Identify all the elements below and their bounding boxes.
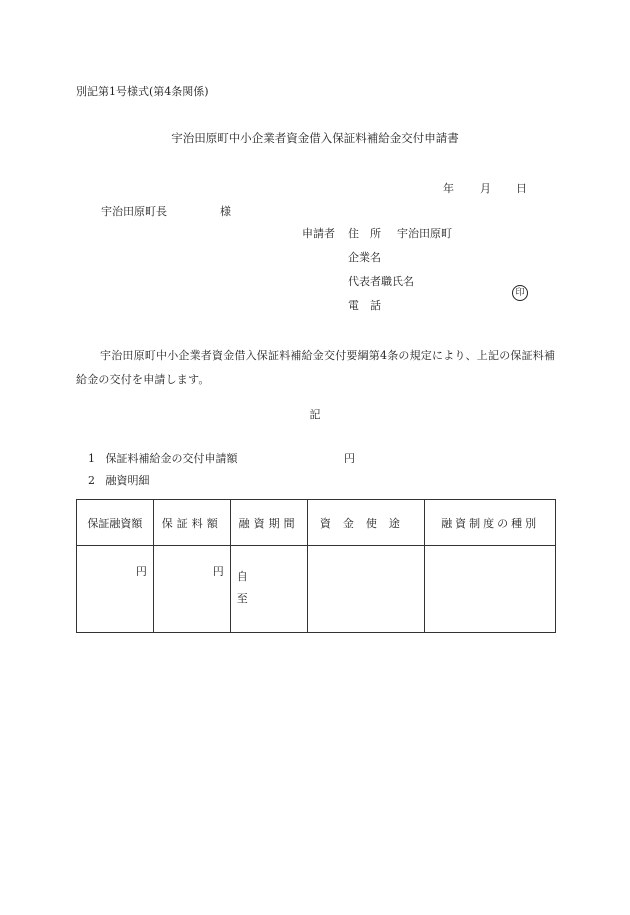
loan-period-cell xyxy=(230,546,307,633)
document-title: 宇治田原町中小企業者資金借入保証料補給金交付申請書 xyxy=(171,131,459,145)
item-1-number: 1 xyxy=(88,452,95,465)
item-1-unit: 円 xyxy=(344,452,355,465)
form-label: 別記第1号様式(第4条関係) xyxy=(76,85,209,98)
loan-details-table xyxy=(76,499,556,633)
date-year-label: 年 xyxy=(443,182,454,195)
item-1-line xyxy=(88,453,238,464)
seal-mark: 印 xyxy=(512,285,528,301)
item-1-label: 保証料補給金の交付申請額 xyxy=(105,452,238,465)
fund-purpose-cell xyxy=(307,546,425,633)
period-to-label: 至 xyxy=(236,592,248,605)
loan-system-type-cell xyxy=(425,546,556,633)
guarantee-fee-cell: 円 xyxy=(153,546,230,633)
application-statement: 宇治田原町中小企業者資金借入保証料補給金交付要綱第4条の規定により、上記の保証料補給金の交付を申請します。 xyxy=(76,349,556,386)
header-loan-amount: 保証融資額 xyxy=(77,500,154,546)
loan-amount-cell: 円 xyxy=(77,546,154,633)
address-value: 宇治田原町 xyxy=(397,227,452,240)
date-month-label: 月 xyxy=(480,182,491,195)
representative-label: 代表者職氏名 xyxy=(348,275,414,288)
table-header-row xyxy=(77,500,556,546)
item-2-line xyxy=(88,475,150,486)
phone-label: 電 話 xyxy=(348,299,381,312)
header-loan-period: 融資期間 xyxy=(230,500,307,546)
addressee-name: 宇治田原町長 xyxy=(101,205,167,218)
addressee-honorific: 様 xyxy=(220,205,231,218)
applicant-role-label: 申請者 xyxy=(302,227,335,240)
company-name-label: 企業名 xyxy=(348,251,381,264)
ki-heading: 記 xyxy=(309,408,321,421)
table-row xyxy=(77,546,556,633)
item-2-label: 融資明細 xyxy=(105,474,150,487)
item-2-number: 2 xyxy=(88,474,95,487)
header-fund-purpose: 資金使途 xyxy=(307,500,425,546)
address-label: 住 所 xyxy=(348,227,381,240)
date-day-label: 日 xyxy=(516,182,527,195)
period-from-label: 自 xyxy=(236,570,248,583)
header-guarantee-fee: 保証料額 xyxy=(153,500,230,546)
header-loan-system-type: 融資制度の種別 xyxy=(425,500,556,546)
